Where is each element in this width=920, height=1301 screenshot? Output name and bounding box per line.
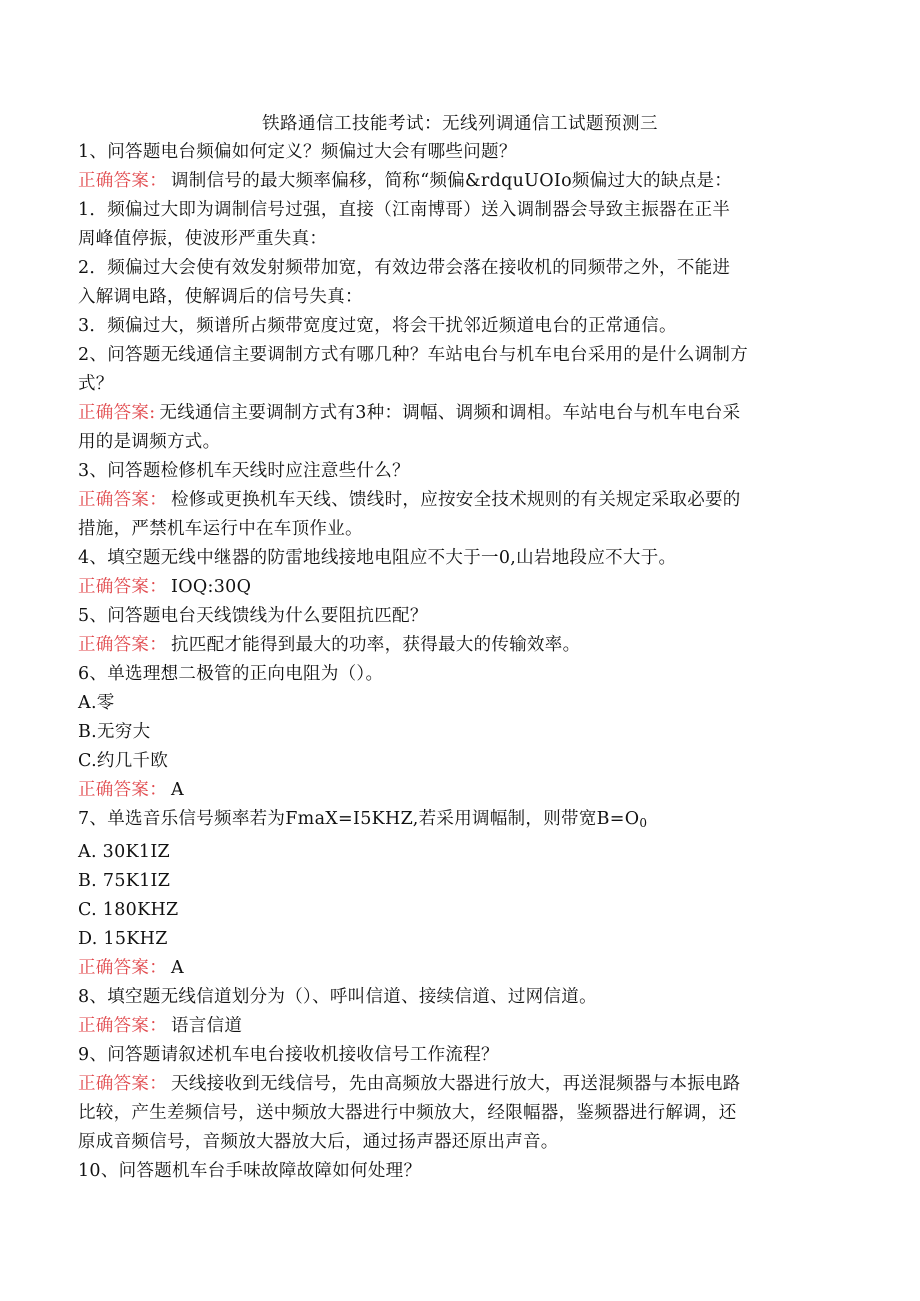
answer-2 — [78, 399, 842, 428]
answer-text: 比较，产生差频信号，送中频放大器进行中频放大，经限幅器，鉴频器进行解调，还 — [78, 1103, 737, 1123]
subscript: 0 — [639, 816, 648, 830]
answer-label: 正确答案： — [78, 1074, 167, 1094]
document-body — [78, 138, 842, 1186]
answer-label: 正确答案： — [78, 171, 167, 191]
answer-label: 正确答案： — [78, 1016, 167, 1036]
answer-text: A — [171, 780, 184, 800]
answer-label: 正确答案： — [78, 490, 167, 510]
question-5: 5、问答题电台天线馈线为什么要阻抗匹配？ — [78, 606, 428, 626]
answer-label: 正确答案： — [78, 635, 167, 655]
answer-9 — [78, 1070, 842, 1099]
option-b: B.无穷大 — [78, 722, 151, 742]
answer-text: 用的是调频方式。 — [78, 432, 221, 452]
answer-text: 1．频偏过大即为调制信号过强，直接（江南博哥）送入调制器会导致主振器在正半 — [78, 200, 731, 220]
option-a: A.零 — [78, 693, 115, 713]
question-9: 9、问答题请叙述机车电台接收机接收信号工作流程？ — [78, 1045, 499, 1065]
option-d: D. 15KHZ — [78, 929, 168, 949]
answer-6 — [78, 776, 842, 805]
answer-text: IOQ:30Q — [171, 577, 252, 597]
question-8: 8、填空题无线信道划分为（）、呼叫信道、接续信道、过网信道。 — [78, 987, 597, 1007]
option-b: B. 75K1IZ — [78, 871, 171, 891]
answer-text: 3．频偏过大，频谱所占频带宽度过宽，将会干扰邻近频道电台的正常通信。 — [78, 316, 677, 336]
answer-text: 抗匹配才能得到最大的功率，获得最大的传输效率。 — [171, 635, 581, 655]
option-c: C. 180KHZ — [78, 900, 179, 920]
option-a: A. 30K1IZ — [78, 842, 171, 862]
answer-label: 正确答案： — [78, 577, 167, 597]
answer-text: 入解调电路，使解调后的信号失真： — [78, 287, 363, 307]
answer-text: 检修或更换机车天线、馈线时，应按安全技术规则的有关规定采取必要的 — [171, 490, 741, 510]
answer-text: 调制信号的最大频率偏移，简称“频偏&rdquUOIo频偏过大的缺点是： — [171, 171, 733, 191]
answer-4 — [78, 573, 842, 602]
answer-label: 正确答案: — [78, 403, 156, 423]
question-7 — [78, 805, 842, 838]
answer-label: 正确答案： — [78, 780, 167, 800]
answer-text: 无线通信主要调制方式有3种：调幅、调频和调相。车站电台与机车电台采 — [159, 403, 741, 423]
answer-5 — [78, 631, 842, 660]
question-text: 7、单选音乐信号频率若为FmaX=I5KHZ,若采用调幅制，则带宽B=O — [78, 809, 640, 829]
answer-text: A — [171, 958, 184, 978]
answer-3 — [78, 486, 842, 515]
answer-text: 周峰值停振，使波形严重失真： — [78, 229, 328, 249]
document-title: 铁路通信工技能考试：无线列调通信工试题预测三 — [262, 114, 658, 134]
answer-label: 正确答案： — [78, 958, 167, 978]
answer-7 — [78, 954, 842, 983]
answer-text: 语言信道 — [171, 1016, 243, 1036]
answer-text: 措施，严禁机车运行中在车顶作业。 — [78, 519, 363, 539]
answer-text: 2．频偏过大会使有效发射频带加宽，有效边带会落在接收机的同频带之外，不能进 — [78, 258, 731, 278]
question-1: 1、问答题电台频偏如何定义？频偏过大会有哪些问题？ — [78, 142, 517, 162]
question-10: 10、问答题机车台手味故障故障如何处理？ — [78, 1161, 422, 1181]
question-2-cont: 式？ — [78, 374, 114, 394]
answer-text: 原成音频信号，音频放大器放大后，通过扬声器还原出声音。 — [78, 1132, 559, 1152]
answer-1 — [78, 167, 842, 196]
question-3: 3、问答题检修机车天线时应注意些什么？ — [78, 461, 410, 481]
answer-text: 天线接收到无线信号，先由高频放大器进行放大，再送混频器与本振电路 — [171, 1074, 741, 1094]
answer-8 — [78, 1012, 842, 1041]
question-4: 4、填空题无线中继器的防雷地线接地电阻应不大于一0,山岩地段应不大于。 — [78, 548, 677, 568]
question-2: 2、问答题无线通信主要调制方式有哪几种？车站电台与机车电台采用的是什么调制方 — [78, 345, 749, 365]
question-6: 6、单选理想二极管的正向电阻为（）。 — [78, 664, 384, 684]
option-c: C.约几千欧 — [78, 751, 169, 771]
